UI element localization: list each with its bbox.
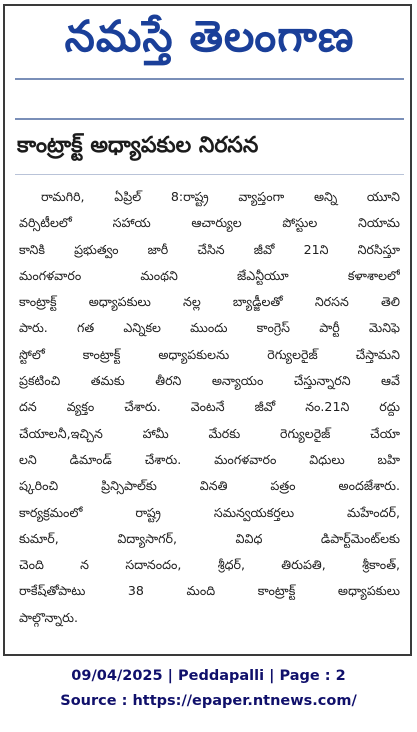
article-line: స్టోలో కాంట్రాక్ట్ అధ్యాపకులను రెగ్యులరైజ్ చేస్తామని (19, 346, 400, 362)
article-line: పాల్గొన్నారు. (19, 609, 78, 625)
masthead-divider (15, 78, 404, 80)
article-line: దన వ్యక్తం చేశారు. వెంటనే జీవో నం.21ని రద్దు (19, 399, 400, 415)
article-headline: కాంట్రాక్ట్ అధ్యాపకుల నిరసన (17, 133, 259, 158)
article-line: ష్కరించి ప్రిన్సిపాల్‌కు వినతి పత్రం అందజేశారు. (19, 478, 400, 494)
article-line: వర్సిటీలలో సహాయ ఆచార్యుల పోస్టుల నియామ (19, 215, 400, 231)
clipping-frame (3, 4, 412, 656)
article-line: పారు. గత ఎన్నికల ముందు కాంగ్రెస్ పార్టీ మెనిఫె (19, 320, 400, 336)
newspaper-masthead: నమస్తే తెలంగాణ (64, 12, 355, 62)
headline-top-divider (15, 118, 404, 120)
source-link: Source : https://epaper.ntnews.com/ (60, 693, 357, 709)
article-line: కానికి ప్రభుత్వం జారీ చేసిన జీవో 21ని నిరసిస్తూ (19, 241, 400, 257)
article-line: రాకేష్‌తోపాటు 38 మంది కాంట్రాక్ట్ అధ్యాపకులు (19, 583, 400, 599)
article-line: చెంది న సదానందం, శ్రీధర్, తిరుపతి, శ్రీకాంత్, (19, 557, 400, 573)
headline-bottom-divider (15, 174, 404, 175)
article-line: కాంట్రాక్ట్ అధ్యాపకులు నల్ల బ్యాడ్జీలతో నిరసన తెలి (19, 294, 400, 310)
article-line: మంగళవారం మంథని జేఎన్టీయూ కళాశాలలో (19, 267, 400, 283)
article-line: ప్రకటించి తమకు తీరని అన్యాయం చేస్తున్నారని ఆవే (19, 373, 400, 389)
article-line: కార్యక్రమంలో రాష్ట్ర సమన్వయకర్తలు మహేందర్, (19, 504, 400, 520)
article-line: చేయాలనీ,ఇచ్చిన హామీ మేరకు రెగ్యులరైజ్ చేయా (19, 425, 400, 441)
article-line: లని డిమాండ్ చేశారు. మంగళవారం విధులు బహి (19, 451, 400, 467)
article-line: కుమార్, విద్యాసాగర్, వివిధ డిపార్ట్‌మెంట్‌లకు (19, 530, 400, 546)
edition-info: 09/04/2025 | Peddapalli | Page : 2 (71, 668, 346, 684)
article-line: రామగిరి, ఏప్రిల్ 8:రాష్ట్ర వ్యాప్తంగా అన్ని యూని (41, 189, 400, 204)
article-body (19, 184, 400, 631)
